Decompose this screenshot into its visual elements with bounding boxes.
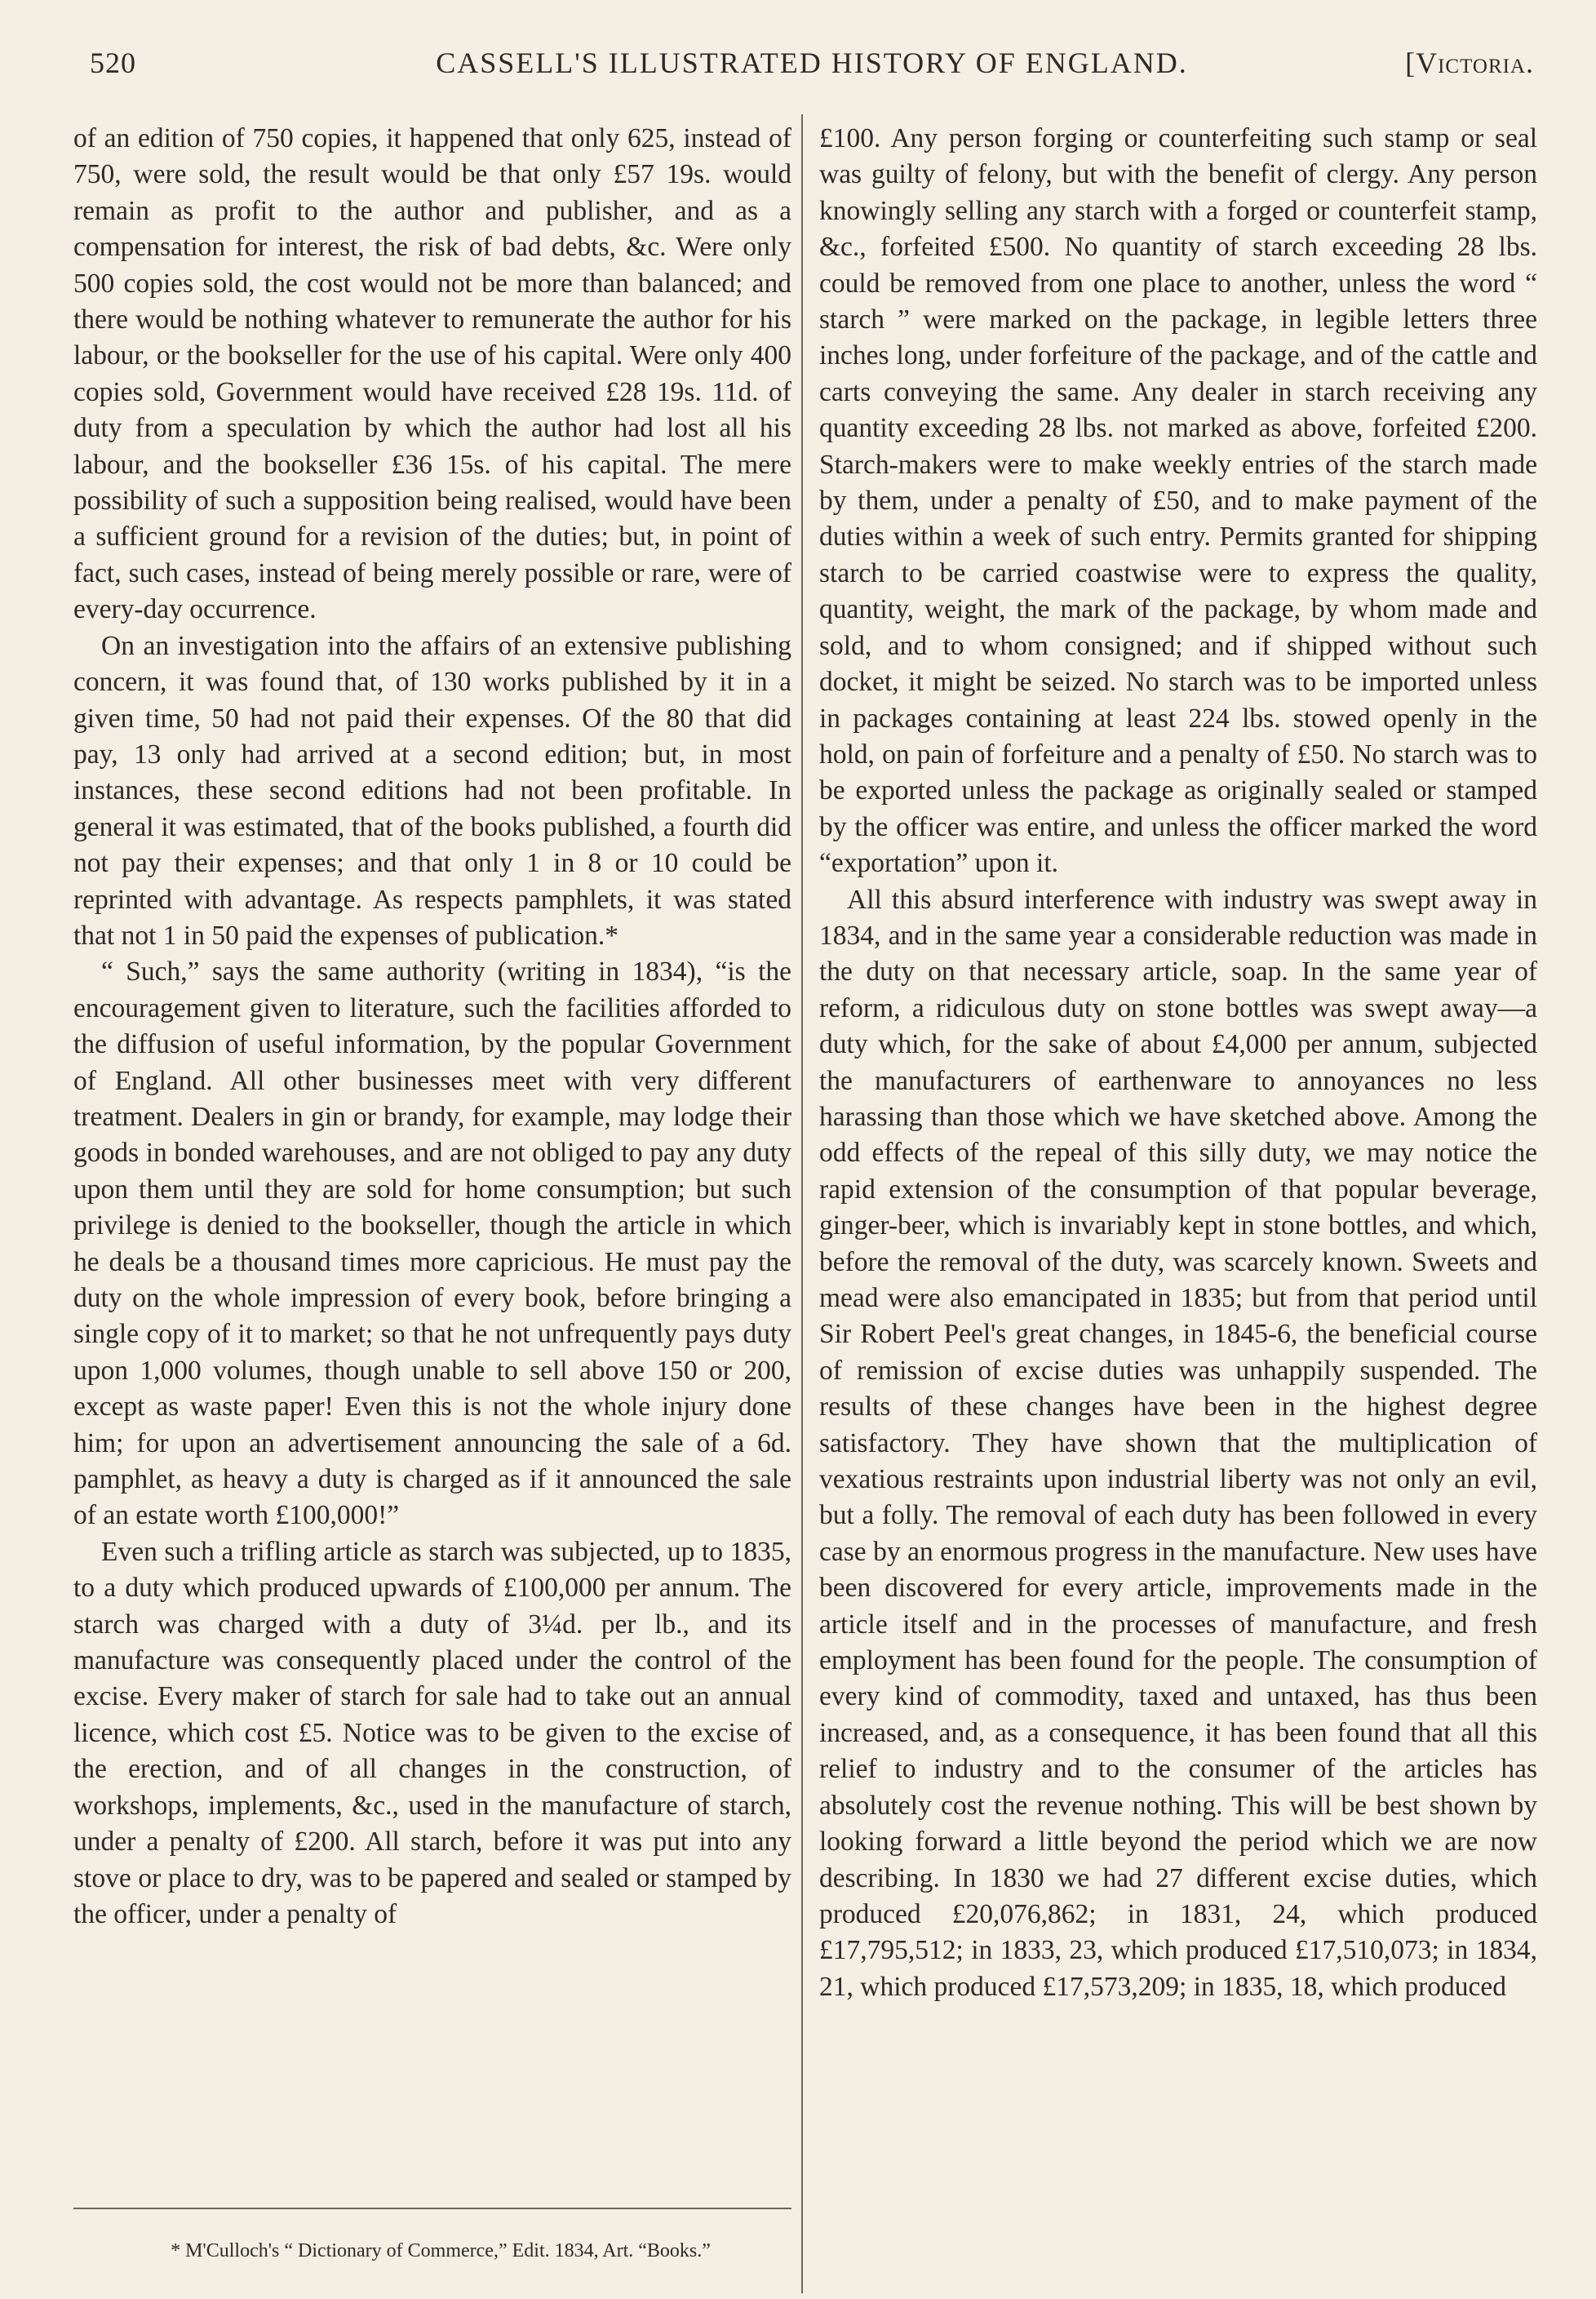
column-divider [801,114,803,2293]
running-header [90,39,1534,88]
paragraph: of an edition of 750 copies, it happened that only 625, instead of 750, were sold, the result would be that only £57 19s. would remain as profit to the author and publisher, and as a compensation for interest, the risk of bad debts, &c. Were only 500 copies sold, the cost would not be more than balanced; and there would be nothing whatever to remunerate the author for his labour, or the bookseller for the use of his capital. Were only 400 copies sold, Government would have received £28 19s. 11d. of duty from a speculation by which the author had lost all his labour, and the bookseller £36 15s. of his capital. The mere possibility of such a supposition being realised, would have been a sufficient ground for a revision of the duties; but, in point of fact, such cases, instead of being merely possible or rare, were of every-day occurrence. [73,123,791,625]
paragraph: £100. Any person forging or counterfeiting such stamp or seal was guilty of felony, but with the benefit of clergy. Any person knowingly selling any starch with a forged or counterfeit stamp, &c., forfeited £500. No quantity of starch exceeding 28 lbs. could be removed from one place to another, unless the word “ starch ” were marked on the package, in legible letters three inches long, under forfeiture of the package, and of the cattle and carts conveying the same. Any dealer in starch receiving any quantity exceeding 28 lbs. not marked as above, forfeited £200. Starch-makers were to make weekly entries of the starch made by them, under a penalty of £50, and to make payment of the duties within a week of such entry. Permits granted for shipping starch to be carried coastwise were to express the quality, quantity, weight, the mark of the package, by whom made and sold, and to whom consigned; and if shipped without such docket, it might be seized. No starch was to be imported unless in packages containing at least 224 lbs. stowed openly in the hold, on pain of forfeiture and a penalty of £50. No starch was to be exported unless the package as originally sealed or stamped by the officer was entire, and unless the officer marked the word “exportation” upon it. [819,123,1537,879]
page-number: 520 [90,47,136,79]
paragraph: Even such a trifling article as starch was subjected, up to 1835, to a duty which produced upwards of £100,000 per annum. The starch was charged with a duty of 3¼d. per lb., and its manufacture was consequently placed under the control of the excise. Every maker of starch for sale had to take out an annual licence, which cost £5. Notice was to be given to the excise of the erection, and of all changes in the construction, of workshops, implements, &c., used in the manufacture of starch, under a penalty of £200. All starch, before it was put into any stove or place to dry, was to be papered and sealed or stamped by the officer, under a penalty of [73,1536,791,1929]
right-column [819,121,1537,2005]
footnote-rule [73,2208,791,2209]
running-title: CASSELL'S ILLUSTRATED HISTORY OF ENGLAND. [436,47,1188,79]
paragraph: On an investigation into the affairs of an extensive publishing concern, it was found that, of 130 works published by it in a given time, 50 had not paid their expenses. Of the 80 that did pay, 13 only had arrived at a second edition; but, in most instances, these second editions had not been profitable. In general it was estimated, that of the books published, a fourth did not pay their expenses; and that only 1 in 8 or 10 could be reprinted with advantage. As respects pamphlets, it was stated that not 1 in 50 paid the expenses of publication.* [73,630,791,951]
paragraph: All this absurd interference with industry was swept away in 1834, and in the same year a considerable reduction was made in the duty on that necessary article, soap. In the same year of reform, a ridiculous duty on stone bottles was swept away—a duty which, for the sake of about £4,000 per annum, subjected the manufacturers of earthenware to annoyances no less harassing than those which we have sketched above. Among the odd effects of the repeal of this silly duty, we may notice the rapid extension of the consumption of that popular beverage, ginger-beer, which is invariably kept in stone bottles, and which, before the removal of the duty, was scarcely known. Sweets and mead were also emancipated in 1835; but from that period until Sir Robert Peel's great changes, in 1845-6, the beneficial course of remission of excise duties was unhappily suspended. The results of these changes have been in the highest degree satisfactory. They have shown that the multiplication of vexatious restraints upon industrial liberty was not only an evil, but a folly. The removal of each duty has been followed in every case by an enormous progress in the manufacture. New uses have been discovered for every article, improvements made in the article itself and in the processes of manufacture, and fresh employment has been found for the people. The consumption of every kind of commodity, taxed and untaxed, has thus been increased, and, as a consequence, it has been found that all this relief to industry and to the consumer of the articles has absolutely cost the revenue nothing. This will be best shown by looking forward a little beyond the period which we are now describing. In 1830 we had 27 different excise duties, which produced £20,076,862; in 1831, 24, which produced £17,795,512; in 1833, 23, which produced £17,510,073; in 1834, 21, which produced £17,573,209; in 1835, 18, which produced [819,884,1537,2002]
footnote: * M'Culloch's “ Dictionary of Commerce,” Edit. 1834, Art. “Books.” [171,2240,711,2261]
paragraph: “ Such,” says the same authority (writing in 1834), “is the encouragement given to literature, such the facilities afforded to the diffusion of useful information, by the popular Government of England. All other businesses meet with very different treatment. Dealers in gin or brandy, for example, may lodge their goods in bonded warehouses, and are not obliged to pay any duty upon them until they are sold for home consumption; but such privilege is denied to the bookseller, though the article in which he deals be a thousand times more capricious. He must pay the duty on the whole impression of every book, before bringing a single copy of it to market; so that he not unfrequently pays duty upon 1,000 volumes, though unable to sell above 150 or 200, except as waste paper! Even this is not the whole injury done him; for upon an advertisement announcing the sale of a 6d. pamphlet, as heavy a duty is charged as if it announced the sale of an estate worth £100,000!” [73,956,791,1531]
section-label: [Victoria. [1405,47,1534,79]
left-column [73,121,791,1933]
